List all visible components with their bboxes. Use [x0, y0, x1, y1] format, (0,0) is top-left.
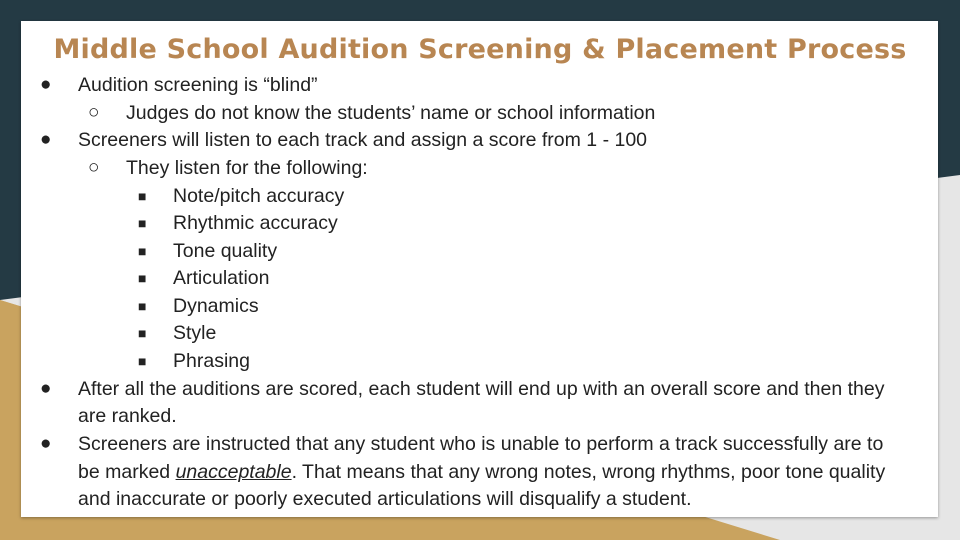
list-item: Articulation — [173, 267, 270, 289]
bullet-square: ■ — [138, 215, 147, 231]
bullet-dot: ● — [40, 433, 52, 454]
list-item-line: are ranked. — [78, 405, 177, 427]
list-item-line: and inaccurate or poorly executed articulations will disqualify a student. — [78, 488, 692, 510]
bullet-dot: ● — [40, 74, 52, 95]
list-item: Style — [173, 322, 217, 344]
bullet-circle: ○ — [88, 102, 100, 123]
list-item: Tone quality — [173, 240, 278, 262]
list-item: Dynamics — [173, 295, 259, 317]
bullet-square: ■ — [138, 188, 147, 204]
bullet-square: ■ — [138, 353, 147, 369]
list-item: Screeners will listen to each track and assign a score from 1 - 100 — [78, 129, 648, 151]
list-item: Audition screening is “blind” — [78, 74, 318, 96]
list-item: Rhythmic accuracy — [173, 212, 338, 234]
list-item: Phrasing — [173, 350, 250, 372]
list-item-line: Screeners are instructed that any student who is unable to perform a track successfully are to — [78, 433, 884, 455]
bullet-circle: ○ — [88, 157, 100, 178]
list-item-text: be marked — [78, 461, 176, 483]
list-item-line: After all the auditions are scored, each student will end up with an overall score and then they — [78, 378, 885, 400]
bullet-square: ■ — [138, 298, 147, 314]
bullet-dot: ● — [40, 378, 52, 399]
list-item-line — [78, 461, 885, 484]
bullet-square: ■ — [138, 325, 147, 341]
list-item: Note/pitch accuracy — [173, 185, 345, 207]
bullet-square: ■ — [138, 270, 147, 286]
list-item: They listen for the following: — [126, 157, 368, 179]
list-item: Judges do not know the students’ name or school information — [126, 102, 656, 124]
slide-title: Middle School Audition Screening & Placement Process — [53, 34, 907, 65]
list-item-text: . That means that any wrong notes, wrong rhythms, poor tone quality — [291, 461, 886, 483]
emphasis-unacceptable: unacceptable — [175, 461, 292, 483]
bullet-square: ■ — [138, 243, 147, 259]
bullet-dot: ● — [40, 129, 52, 150]
